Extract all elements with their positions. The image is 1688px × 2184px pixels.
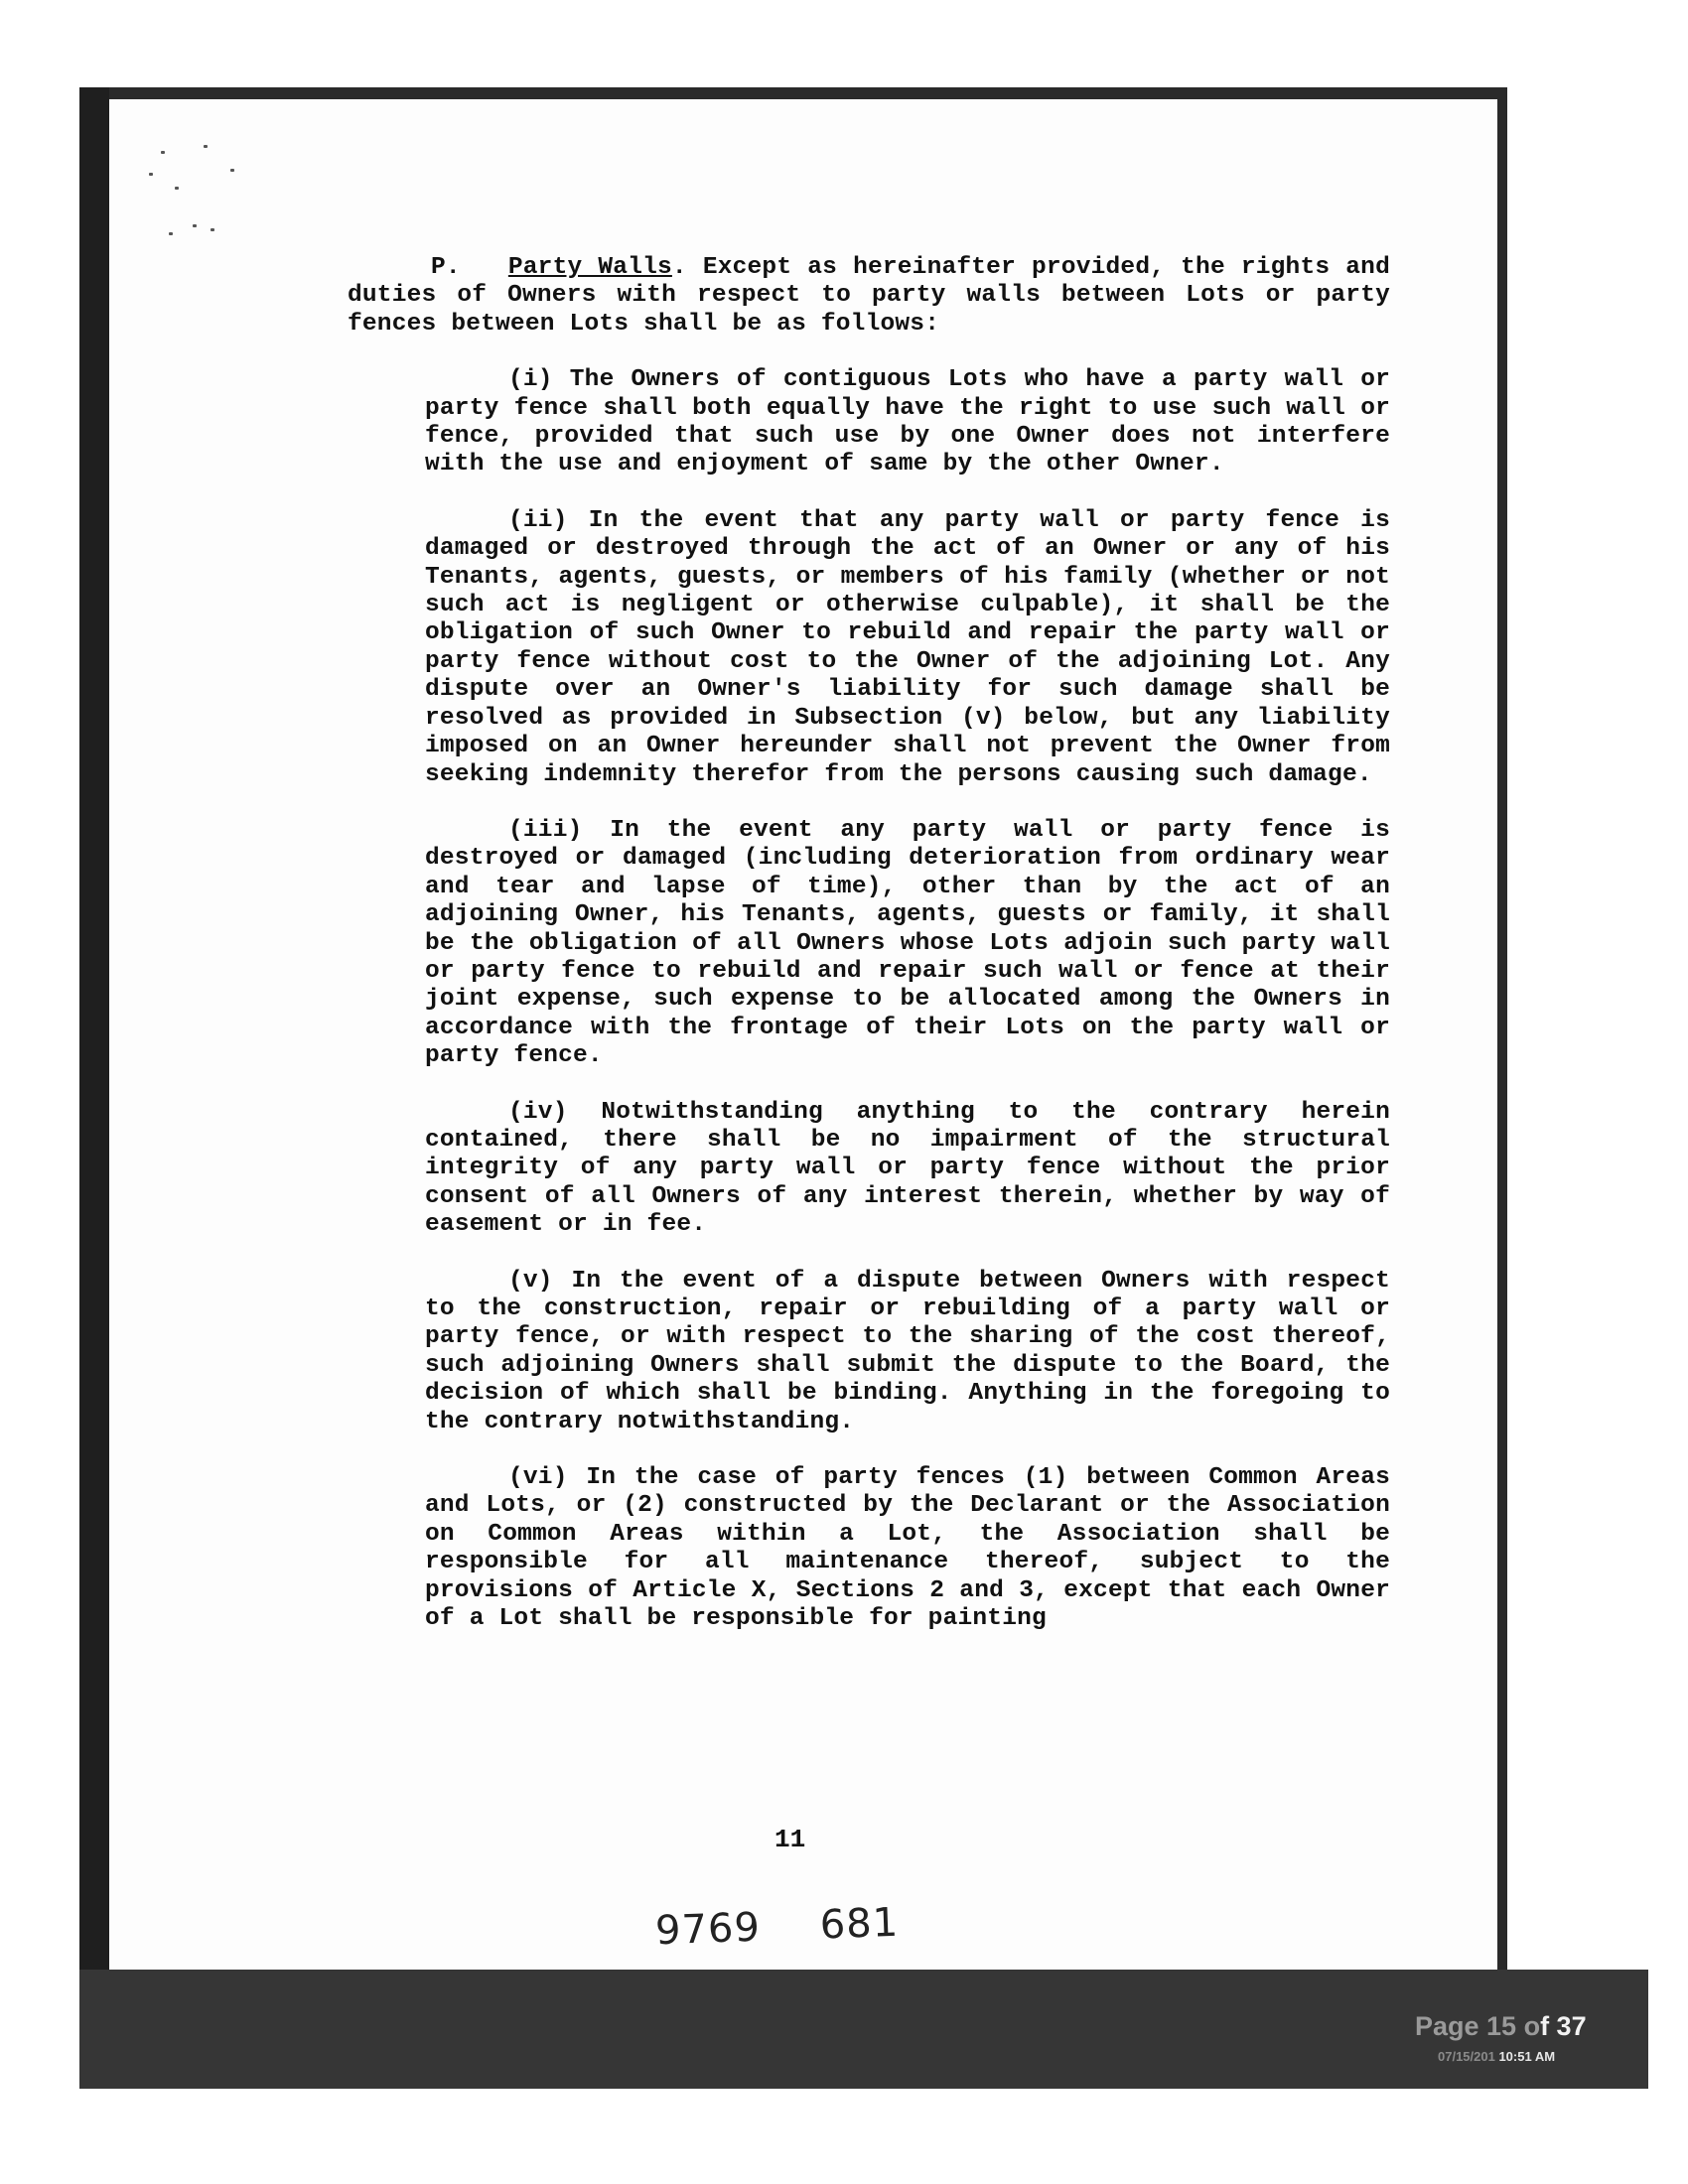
page-number: 11 xyxy=(774,1825,806,1854)
paragraph-i: (i) The Owners of contiguous Lots who have a party wall or party fence shall both equally have the right to use such wall or fence, provided that such use by one Owner does not interfere with the use and enjoyment of same by the other Owner. xyxy=(425,366,1390,478)
footer-page-prefix: Page 15 o xyxy=(1415,2011,1541,2041)
section-title: Party Walls xyxy=(507,254,672,281)
paragraph-iv: (iv) Notwithstanding anything to the contrary herein contained, there shall be no impairment of the structural integrity of any party wall or party fence without the prior consent of all Owners of any interest therein, whether by way of easement or in fee. xyxy=(425,1098,1390,1239)
section-p-intro xyxy=(348,254,1390,339)
scan-frame-right xyxy=(1497,87,1507,1974)
footer-page-suffix: f 37 xyxy=(1540,2011,1587,2041)
paragraph-vi: (vi) In the case of party fences (1) between Common Areas and Lots, or (2) constructed by the Declarant or the Association on Common Areas within a Lot, the Association shall be responsible for all maintenance thereof, subject to the provisions of Article X, Sections 2 and 3, except that each Owner of a Lot shall be responsible for painting xyxy=(425,1464,1390,1633)
scan-frame-left xyxy=(79,87,109,1974)
scan-frame-bottom xyxy=(79,1970,1648,2089)
recording-stamp xyxy=(654,1900,900,1955)
stamp-page-number: 681 xyxy=(818,1899,900,1949)
document-body xyxy=(348,254,1390,1661)
footer-timestamp xyxy=(1438,2049,1555,2064)
paragraph-v: (v) In the event of a dispute between Owners with respect to the construction, repair or rebuilding of a party wall or party fence, or with respect to the sharing of the cost thereof, such adjoining Owners shall submit the dispute to the Board, the decision of which shall be binding. Anything in the foregoing to the contrary notwithstanding. xyxy=(425,1267,1390,1435)
footer-date-prefix: 07/15/201 xyxy=(1438,2049,1495,2064)
paragraph-iii: (iii) In the event any party wall or party fence is destroyed or damaged (including deterioration from ordinary wear and tear and lapse of time), other than by the act of an adjoining Owner, his Tenants, agents, guests or family, it shall be the obligation of all Owners whose Lots adjoin such party wall or party fence to rebuild and repair such wall or fence at their joint expense, such expense to be allocated among the Owners in accordance with the frontage of their Lots on the party wall or party fence. xyxy=(425,816,1390,1070)
paragraph-ii: (ii) In the event that any party wall or party fence is damaged or destroyed through the act of an Owner or any of his Tenants, agents, guests, or members of his family (whether or not such act is negligent or otherwise culpable), it shall be the obligation of such Owner to rebuild and repair the party wall or party fence without cost to the Owner of the adjoining Lot. Any dispute over an Owner's liability for such damage shall be resolved as provided in Subsection (v) below, but any liability imposed on an Owner hereunder shall not prevent the Owner from seeking indemnity therefor from the persons causing such damage. xyxy=(425,506,1390,788)
section-label: P. xyxy=(431,254,461,281)
scan-specks xyxy=(149,139,288,248)
footer-page-indicator xyxy=(1415,2011,1587,2042)
footer-date-suffix: 10:51 AM xyxy=(1494,2049,1556,2064)
section-intro-text: . Except as hereinafter provided, the rights and duties of Owners with respect to party walls between Lots or party fences between Lots shall be as follows: xyxy=(348,254,1390,338)
stamp-book-number: 9769 xyxy=(654,1904,762,1955)
scan-frame-top xyxy=(79,87,1507,99)
